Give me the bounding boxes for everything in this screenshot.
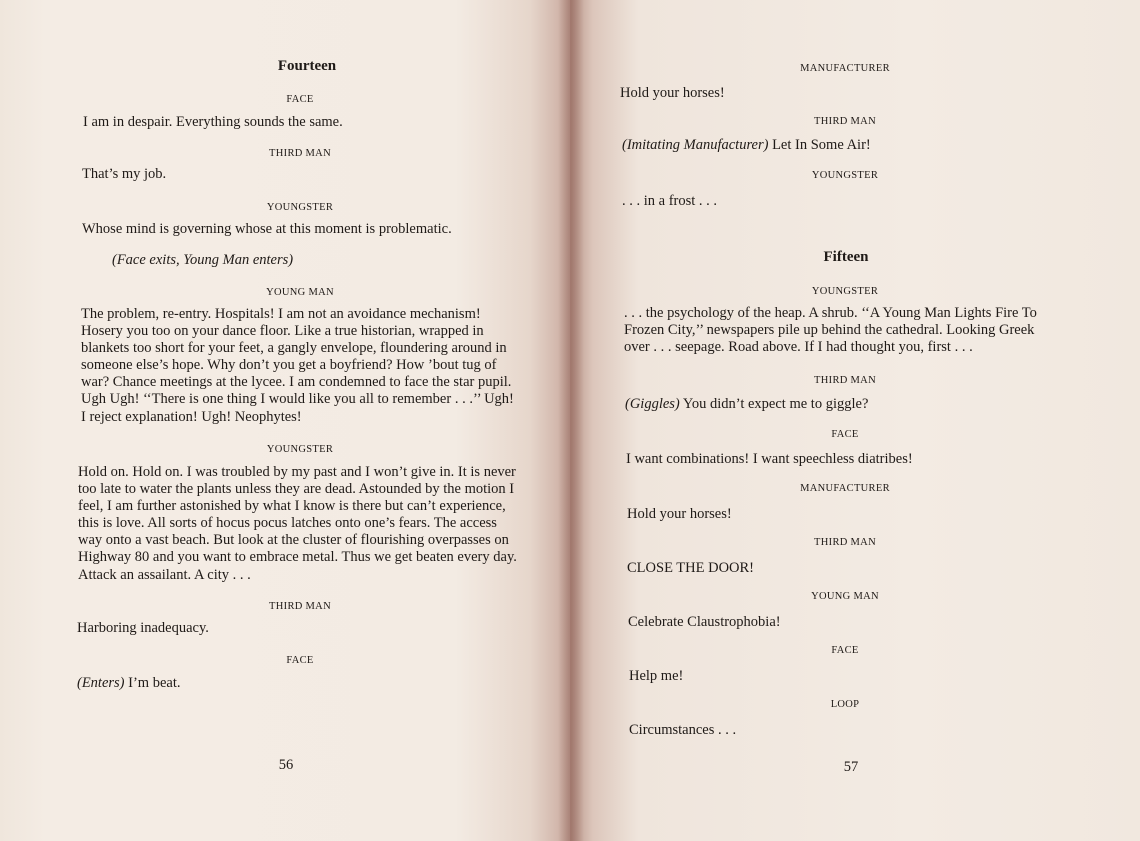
speech-line: way onto a vast beach. But look at the cluster of flourishing overpasses on (78, 532, 509, 549)
speech-line: . . . the psychology of the heap. A shrub. ‘‘A Young Man Lights Fire To (624, 305, 1037, 321)
speech-line: too late to water the plants unless they are dead. Astounded by the motion I (78, 481, 515, 498)
speaker-label: YOUNGSTER (811, 170, 879, 181)
dialogue-line: That’s my job. (82, 166, 167, 182)
speaker-label: YOUNG MAN (811, 591, 879, 602)
speech-line: Frozen City,’’ newspapers pile up behind the cathedral. Looking Greek (624, 322, 1035, 339)
speaker-label: FACE (831, 645, 859, 656)
dialogue-line: . . . in a frost . . . (622, 193, 718, 209)
section-heading-fourteen: Fourteen (277, 58, 337, 74)
speaker-label: THIRD MAN (269, 148, 331, 159)
stage-direction: (Giggles) (625, 396, 680, 412)
speaker-label: LOOP (830, 699, 860, 710)
youngster-speech (624, 305, 1065, 356)
speech-line: Hosery you too on your dance floor. Like a true historian, wrapped in (81, 323, 484, 340)
book-gutter (558, 0, 584, 841)
dialogue-line: Celebrate Claustrophobia! (628, 614, 781, 630)
speaker-label: MANUFACTURER (800, 63, 890, 74)
speaker-label: THIRD MAN (814, 116, 876, 127)
youngster-speech (78, 464, 522, 584)
page-number: 57 (843, 759, 859, 775)
line-text: You didn’t expect me to giggle? (679, 396, 869, 412)
dialogue-line (622, 137, 871, 154)
speech-line: over . . . seepage. Road above. If I had thought you, first . . . (624, 339, 973, 356)
right-page (570, 0, 1140, 841)
speaker-label: THIRD MAN (814, 537, 876, 548)
dialogue-line: Hold your horses! (627, 506, 732, 522)
dialogue-line: I am in despair. Everything sounds the same. (83, 114, 343, 130)
speech-line: Attack an assailant. A city . . . (78, 566, 251, 583)
speaker-label: THIRD MAN (814, 375, 876, 386)
speech-line: I reject explanation! Ugh! Neophytes! (81, 408, 302, 425)
speaker-label: THIRD MAN (269, 601, 331, 612)
section-heading-fifteen: Fifteen (823, 249, 869, 265)
dialogue-line: Help me! (629, 668, 684, 684)
dialogue-line: Harboring inadequacy. (77, 620, 209, 636)
speech-line: someone else’s hope. Why don’t you get a boyfriend? How ’bout tug of (81, 357, 497, 374)
speaker-label: YOUNGSTER (266, 444, 334, 455)
speech-line: blankets too short for your feet, a gangly envelope, floundering around in (81, 340, 507, 357)
speaker-label: FACE (286, 655, 314, 666)
speaker-label: YOUNGSTER (811, 286, 879, 297)
stage-direction: (Imitating Manufacturer) (622, 137, 769, 153)
speech-line: Highway 80 and you want to embrace metal. Thus we get beaten every day. (78, 549, 517, 566)
speaker-label: YOUNG MAN (266, 287, 334, 298)
page-number: 56 (278, 757, 294, 773)
dialogue-line (625, 396, 868, 413)
speech-line: Hold on. Hold on. I was troubled by my past and I won’t give in. It is never (78, 464, 516, 480)
stage-direction: (Enters) (77, 675, 125, 691)
line-text: I’m beat. (124, 675, 181, 691)
dialogue-line: Circumstances . . . (629, 722, 737, 738)
speech-line: feel, I am further astonished by what I know is there but can’t experience, (78, 498, 506, 515)
young-man-speech (81, 306, 523, 426)
dialogue-line: I want combinations! I want speechless diatribes! (626, 451, 913, 467)
speech-line: Ugh Ugh! ‘‘There is one thing I would like you all to remember . . .’’ Ugh! (81, 391, 514, 408)
speaker-label: YOUNGSTER (266, 202, 334, 213)
dialogue-line (77, 675, 180, 692)
speech-line: this is love. All sorts of hocus pocus latches onto one’s fears. The access (78, 515, 497, 532)
speaker-label: FACE (831, 429, 859, 440)
speaker-label: MANUFACTURER (800, 483, 890, 494)
dialogue-line: CLOSE THE DOOR! (627, 560, 755, 576)
dialogue-line: Hold your horses! (620, 85, 725, 101)
stage-direction: (Face exits, Young Man enters) (112, 252, 294, 268)
speech-line: war? Chance meetings at the lycee. I am condemned to face the star pupil. (81, 374, 512, 391)
line-text: Let In Some Air! (768, 137, 871, 153)
dialogue-line: Whose mind is governing whose at this moment is problematic. (82, 221, 452, 237)
speech-line: The problem, re-entry. Hospitals! I am not an avoidance mechanism! (81, 306, 481, 322)
speaker-label: FACE (286, 94, 314, 105)
